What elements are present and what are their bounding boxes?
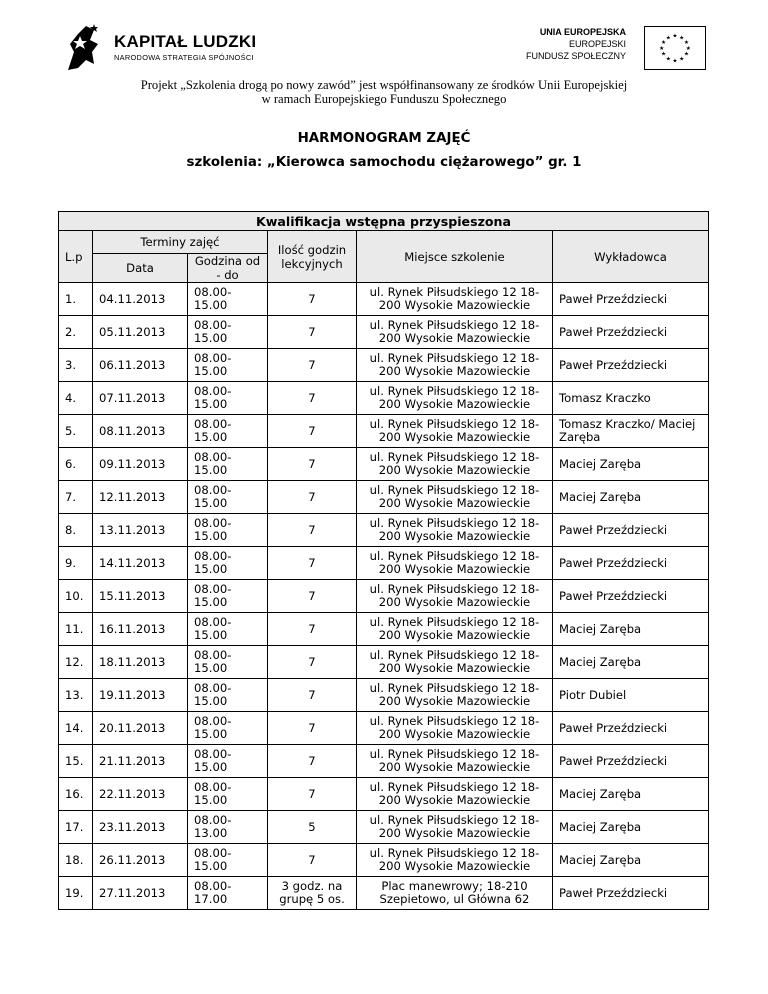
cell-godzina: 08.00-15.00 [188,382,268,415]
cell-data: 07.11.2013 [93,382,188,415]
header-terminy: Terminy zajęć [93,231,268,254]
cell-wykladowca: Tomasz Kraczko [553,382,709,415]
table-row [59,877,709,910]
cell-wykladowca: Paweł Przeździecki [553,580,709,613]
cell-lp: 8. [59,514,93,547]
cell-lp: 9. [59,547,93,580]
eu-flag-icon [644,26,706,70]
cell-wykladowca: Maciej Zaręba [553,811,709,844]
cell-ilosc: 7 [268,547,357,580]
header-ilosc: Ilość godzin lekcyjnych [268,231,357,283]
header-miejsce: Miejsce szkolenie [357,231,553,283]
table-row [59,481,709,514]
cell-data: 08.11.2013 [93,415,188,448]
svg-text:★: ★ [665,56,671,63]
svg-text:★: ★ [660,51,667,58]
cell-godzina: 08.00-15.00 [188,712,268,745]
cell-ilosc: 7 [268,514,357,547]
cell-data: 26.11.2013 [93,844,188,877]
table-row [59,811,709,844]
cell-miejsce: ul. Rynek Piłsudskiego 12 18-200 Wysokie Mazowieckie [357,481,553,514]
svg-text:★: ★ [672,33,678,40]
cell-ilosc: 7 [268,283,357,316]
left-logo-title: KAPITAŁ LUDZKI [114,32,257,51]
cell-miejsce: ul. Rynek Piłsudskiego 12 18-200 Wysokie Mazowieckie [357,646,553,679]
cell-wykladowca: Maciej Zaręba [553,778,709,811]
table-row [59,415,709,448]
cell-godzina: 08.00-15.00 [188,283,268,316]
cell-miejsce: ul. Rynek Piłsudskiego 12 18-200 Wysokie Mazowieckie [357,778,553,811]
cell-lp: 18. [59,844,93,877]
cell-miejsce: ul. Rynek Piłsudskiego 12 18-200 Wysokie Mazowieckie [357,580,553,613]
cell-ilosc: 7 [268,844,357,877]
cell-miejsce: ul. Rynek Piłsudskiego 12 18-200 Wysokie Mazowieckie [357,283,553,316]
cell-godzina: 08.00-15.00 [188,349,268,382]
cell-wykladowca: Paweł Przeździecki [553,712,709,745]
cell-lp: 17. [59,811,93,844]
cell-lp: 3. [59,349,93,382]
svg-text:★: ★ [685,45,691,52]
cell-lp: 12. [59,646,93,679]
header-godzina: Godzina od - do [188,254,268,283]
table-row [59,448,709,481]
cell-ilosc: 3 godz. na grupę 5 os. [268,877,357,910]
table-row [59,382,709,415]
cell-ilosc: 7 [268,646,357,679]
cell-godzina: 08.00-15.00 [188,547,268,580]
cell-wykladowca: Paweł Przeździecki [553,514,709,547]
svg-text:★: ★ [679,56,685,63]
cell-godzina: 08.00-15.00 [188,613,268,646]
cell-data: 06.11.2013 [93,349,188,382]
cell-wykladowca: Paweł Przeździecki [553,877,709,910]
cell-data: 13.11.2013 [93,514,188,547]
table-row [59,745,709,778]
cell-godzina: 08.00-15.00 [188,778,268,811]
cell-godzina: 08.00-15.00 [188,646,268,679]
cell-ilosc: 7 [268,712,357,745]
header-lp: L.p [59,231,93,283]
cell-ilosc: 7 [268,382,357,415]
document-title: HARMONOGRAM ZAJĘĆ [297,131,471,146]
cell-godzina: 08.00-15.00 [188,679,268,712]
cell-miejsce: ul. Rynek Piłsudskiego 12 18-200 Wysokie Mazowieckie [357,514,553,547]
svg-text:★: ★ [679,35,685,42]
document-subtitle: szkolenia: „Kierowca samochodu ciężarowego” gr. 1 [186,155,582,170]
cell-lp: 16. [59,778,93,811]
cell-wykladowca: Maciej Zaręba [553,448,709,481]
header-wykladowca: Wykładowca [553,231,709,283]
table-row [59,514,709,547]
kapital-ludzki-logo [64,22,264,72]
cell-ilosc: 7 [268,679,357,712]
cell-lp: 1. [59,283,93,316]
cell-data: 05.11.2013 [93,316,188,349]
cell-wykladowca: Paweł Przeździecki [553,745,709,778]
cell-ilosc: 7 [268,778,357,811]
cell-lp: 15. [59,745,93,778]
cell-miejsce: ul. Rynek Piłsudskiego 12 18-200 Wysokie Mazowieckie [357,415,553,448]
table-row [59,316,709,349]
cell-godzina: 08.00-15.00 [188,316,268,349]
cell-ilosc: 7 [268,580,357,613]
cell-miejsce: ul. Rynek Piłsudskiego 12 18-200 Wysokie Mazowieckie [357,811,553,844]
cell-wykladowca: Paweł Przeździecki [553,349,709,382]
cell-lp: 6. [59,448,93,481]
left-logo-subtitle: NARODOWA STRATEGIA SPÓJNOŚCI [114,53,254,62]
cell-wykladowca: Maciej Zaręba [553,646,709,679]
cell-lp: 7. [59,481,93,514]
eu-logo-text [526,26,626,62]
eu-logo [520,22,706,74]
cell-data: 12.11.2013 [93,481,188,514]
eu-line3: FUNDUSZ SPOŁECZNY [525,51,626,61]
svg-text:★: ★ [672,58,678,65]
cell-miejsce: ul. Rynek Piłsudskiego 12 18-200 Wysokie Mazowieckie [357,745,553,778]
cell-data: 19.11.2013 [93,679,188,712]
table-row [59,712,709,745]
table-row [59,580,709,613]
cell-data: 21.11.2013 [93,745,188,778]
cell-godzina: 08.00-15.00 [188,415,268,448]
eu-line2: EUROPEJSKI [568,39,626,49]
svg-text:★: ★ [683,40,690,47]
cell-lp: 14. [59,712,93,745]
cell-data: 15.11.2013 [93,580,188,613]
cell-ilosc: 7 [268,448,357,481]
cell-miejsce: ul. Rynek Piłsudskiego 12 18-200 Wysokie Mazowieckie [357,844,553,877]
header-data: Data [93,254,188,283]
cell-ilosc: 7 [268,349,357,382]
cell-data: 23.11.2013 [93,811,188,844]
cell-ilosc: 5 [268,811,357,844]
table-row [59,778,709,811]
table-row [59,844,709,877]
cell-miejsce: ul. Rynek Piłsudskiego 12 18-200 Wysokie Mazowieckie [357,712,553,745]
table-row [59,613,709,646]
cell-data: 04.11.2013 [93,283,188,316]
cell-lp: 5. [59,415,93,448]
cell-data: 20.11.2013 [93,712,188,745]
table-row [59,283,709,316]
cell-lp: 10. [59,580,93,613]
cell-miejsce: ul. Rynek Piłsudskiego 12 18-200 Wysokie Mazowieckie [357,349,553,382]
table-caption: Kwalifikacja wstępna przyspieszona [59,212,709,231]
cell-ilosc: 7 [268,613,357,646]
cell-miejsce: ul. Rynek Piłsudskiego 12 18-200 Wysokie Mazowieckie [357,382,553,415]
cell-ilosc: 7 [268,316,357,349]
cell-godzina: 08.00-15.00 [188,481,268,514]
cell-data: 16.11.2013 [93,613,188,646]
cell-data: 14.11.2013 [93,547,188,580]
table-row [59,547,709,580]
cell-wykladowca: Paweł Przeździecki [553,283,709,316]
cell-godzina: 08.00-17.00 [188,877,268,910]
cell-wykladowca: Paweł Przeździecki [553,547,709,580]
cell-wykladowca: Maciej Zaręba [553,481,709,514]
svg-text:★: ★ [659,45,665,52]
project-line-2: w ramach Europejskiego Funduszu Społecznego [261,92,507,106]
eu-line1: UNIA EUROPEJSKA [539,27,626,37]
cell-godzina: 08.00-15.00 [188,580,268,613]
cell-godzina: 08.00-15.00 [188,745,268,778]
svg-text:★: ★ [665,35,671,42]
cell-wykladowca: Maciej Zaręba [553,613,709,646]
table-row [59,646,709,679]
cell-ilosc: 7 [268,481,357,514]
cell-lp: 2. [59,316,93,349]
cell-lp: 4. [59,382,93,415]
cell-wykladowca: Maciej Zaręba [553,844,709,877]
cell-godzina: 08.00-13.00 [188,811,268,844]
table-row [59,679,709,712]
cell-lp: 19. [59,877,93,910]
cell-miejsce: ul. Rynek Piłsudskiego 12 18-200 Wysokie Mazowieckie [357,679,553,712]
svg-text:★: ★ [683,51,690,58]
cell-data: 09.11.2013 [93,448,188,481]
svg-text:★: ★ [660,40,667,47]
cell-data: 27.11.2013 [93,877,188,910]
project-line-1: Projekt „Szkolenia drogą po nowy zawód” jest współfinansowany ze środków Unii Europejskiej [140,78,628,92]
cell-lp: 11. [59,613,93,646]
cell-miejsce: Plac manewrowy; 18-210 Szepietowo, ul Główna 62 [357,877,553,910]
cell-miejsce: ul. Rynek Piłsudskiego 12 18-200 Wysokie Mazowieckie [357,316,553,349]
cell-ilosc: 7 [268,415,357,448]
cell-data: 22.11.2013 [93,778,188,811]
cell-miejsce: ul. Rynek Piłsudskiego 12 18-200 Wysokie Mazowieckie [357,613,553,646]
cell-lp: 13. [59,679,93,712]
cell-data: 18.11.2013 [93,646,188,679]
cell-wykladowca: Paweł Przeździecki [553,316,709,349]
cell-miejsce: ul. Rynek Piłsudskiego 12 18-200 Wysokie Mazowieckie [357,547,553,580]
table-row [59,349,709,382]
project-info [0,78,768,106]
cell-miejsce: ul. Rynek Piłsudskiego 12 18-200 Wysokie Mazowieckie [357,448,553,481]
cell-godzina: 08.00-15.00 [188,448,268,481]
cell-ilosc: 7 [268,745,357,778]
cell-godzina: 08.00-15.00 [188,844,268,877]
schedule-table [58,211,709,910]
cell-wykladowca: Tomasz Kraczko/ Maciej Zaręba [553,415,709,448]
kapital-ludzki-emblem-icon [64,22,104,72]
cell-wykladowca: Piotr Dubiel [553,679,709,712]
cell-godzina: 08.00-15.00 [188,514,268,547]
